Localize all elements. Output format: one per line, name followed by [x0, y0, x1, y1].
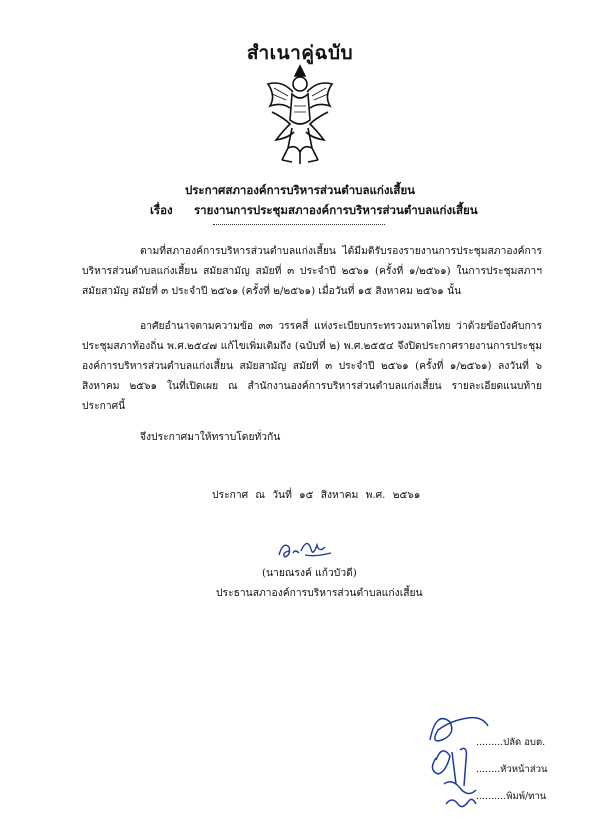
paragraph-1: [82, 241, 542, 301]
title-separator: [213, 224, 385, 225]
garuda-emblem-icon: [262, 62, 338, 168]
initial-line-2: ........หัวหน้าส่วน: [476, 764, 548, 775]
subject-text: รายงานการประชุมสภาองค์การบริหารส่วนตำบลแก่งเสี้ยน: [194, 203, 478, 217]
paragraph-2-text: อาศัยอำนาจตามความข้อ ๓๓ วรรคสี่ แห่งระเบียบกระทรวงมหาดไทย ว่าด้วยข้อบังคับการประชุมสภาท้องถิ่น พ.ศ.๒๕๔๗ แก้ไขเพิ่มเติมถึง (ฉบับที่ ๒) พ.ศ.๒๕๕๔ จึงปิดประกาศรายงานการประชุมองค์การบริหารส่วนตำบลแก่งเสี้ยน สมัยสามัญ สมัยที่ ๓ ประจำปี ๒๕๖๑ (ครั้งที่ ๑/๒๕๖๑) ลงวันที่ ๖ สิงหาคม ๒๕๖๑ ในที่เปิดเผย ณ สำนักงานองค์การบริหารส่วนตำบลแก่งเสี้ยน รายละเอียดแนบท้ายประกาศนี้: [82, 320, 542, 412]
paragraph-2: [82, 316, 542, 416]
chairman-signature: [275, 533, 335, 565]
subject-label: เรื่อง: [150, 203, 173, 217]
signer-name: (นายณรงค์ แก้วบัวดี): [262, 567, 357, 579]
document-header: สำเนาคู่ฉบับ: [246, 42, 354, 64]
initial-line-3: ..........พิมพ์/ทาน: [476, 791, 547, 802]
announcement-subject: [150, 202, 478, 220]
announcement-date: ประกาศ ณ วันที่ ๑๕ สิงหาคม พ.ศ. ๒๕๖๑: [212, 489, 421, 501]
paragraph-1-text: ตามที่สภาองค์การบริหารส่วนตำบลแก่งเสี้ยน ได้มีมติรับรองรายงานการประชุมสภาองค์การบริหารส่วนตำบลแก่งเสี้ยน สมัยสามัญ สมัยที่ ๓ ประจำปี ๒๕๖๑ (ครั้งที่ ๑/๒๕๖๑) ในการประชุมสภาฯ สมัยสามัญ สมัยที่ ๓ ประจำปี ๒๕๖๑ (ครั้งที่ ๒/๒๕๖๑) เมื่อวันที่ ๑๕ สิงหาคม ๒๕๖๑ นั้น: [82, 245, 542, 297]
paragraph-3: จึงประกาศมาให้ทราบโดยทั่วกัน: [140, 431, 281, 443]
announcement-title: ประกาศสภาองค์การบริหารส่วนตำบลแก่งเสี้ยน: [184, 183, 416, 197]
initial-line-1: .........ปลัด อบต.: [476, 737, 546, 748]
signer-position: ประธานสภาองค์การบริหารส่วนตำบลแก่งเสี้ยน: [216, 587, 423, 599]
